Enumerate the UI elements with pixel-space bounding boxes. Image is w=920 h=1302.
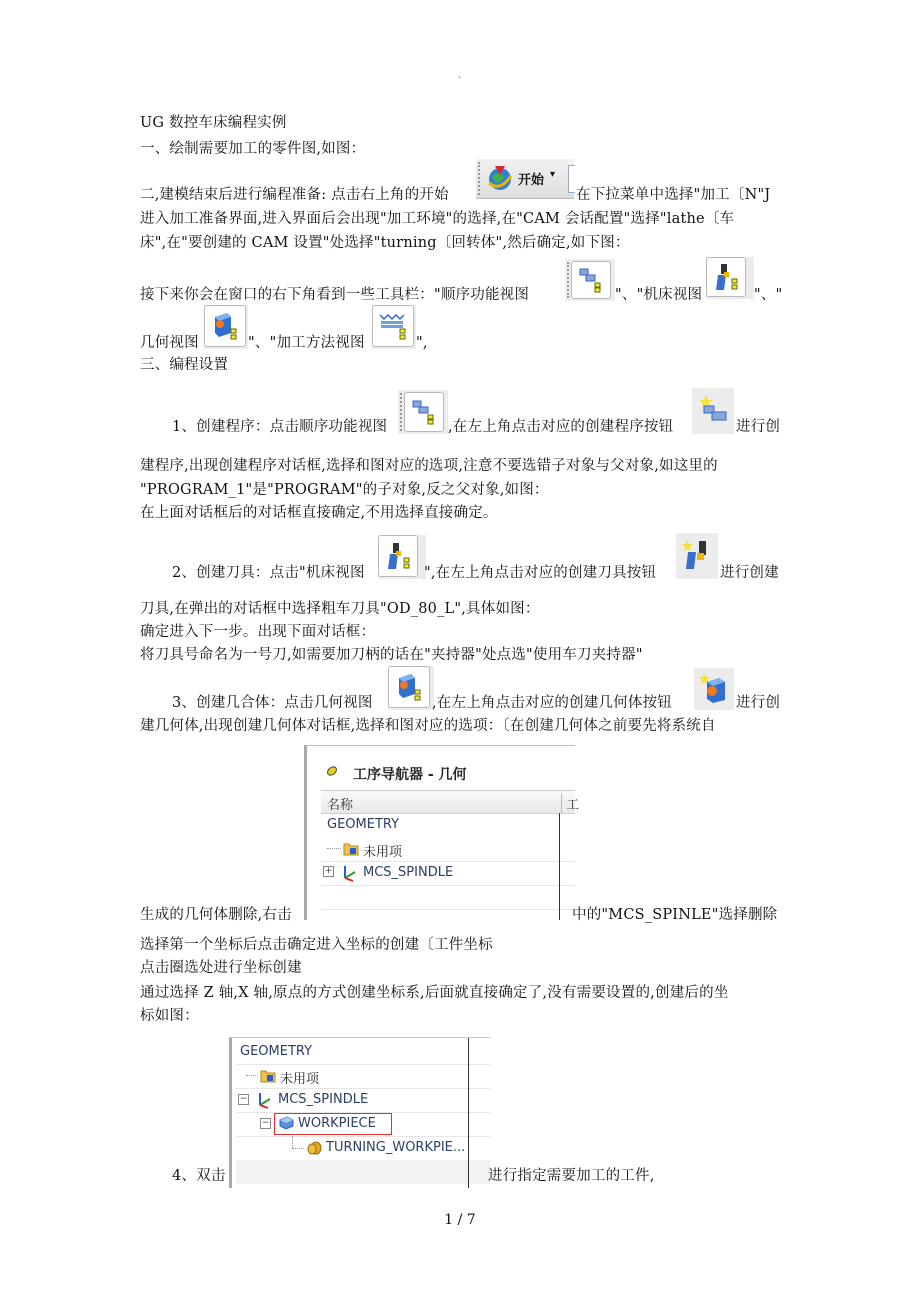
create-tool-icon xyxy=(682,539,712,571)
paragraph-text: 确定进入下一步。出现下面对话框： xyxy=(140,624,376,640)
paragraph-text: 二,建模结束后进行编程准备: 点击右上角的开始 xyxy=(140,187,449,203)
column-divider xyxy=(468,1038,469,1188)
tree-row-mcs-spindle[interactable] xyxy=(236,1088,490,1113)
collapse-icon[interactable]: − xyxy=(239,1094,248,1104)
paragraph-text: 通过选择 Z 轴,X 轴,原点的方式创建坐标系,后面就直接确定了,没有需要设置的,创建后的坐 xyxy=(140,985,729,1001)
coordinate-system-icon xyxy=(339,864,359,882)
paragraph-text: 进行创 xyxy=(736,419,781,435)
paragraph-text: 1、创建程序：点击顺序功能视图 xyxy=(172,419,388,435)
folder-icon xyxy=(343,842,359,856)
tree-connector xyxy=(292,1148,304,1149)
paragraph-text: 3、创建几合体：点击几何视图 xyxy=(172,695,373,711)
program-order-view-button[interactable] xyxy=(398,390,448,434)
create-geometry-icon xyxy=(699,672,729,704)
tree-row-label: MCS_SPINDLE xyxy=(278,1092,369,1107)
paragraph-text: ", xyxy=(416,335,428,351)
start-button-label: 开始 xyxy=(518,173,545,188)
paragraph-text: 4、双击 xyxy=(172,1168,226,1184)
geometry-view-icon xyxy=(211,311,241,341)
paragraph-text: ",在左上角点击对应的创建刀具按钮 xyxy=(424,565,657,581)
button-frame xyxy=(388,666,430,708)
document-title: UG 数控车床编程实例 xyxy=(140,115,287,131)
tree-row-geometry[interactable] xyxy=(321,813,575,838)
create-geometry-button[interactable] xyxy=(694,668,734,710)
paragraph-text: "、" xyxy=(754,287,783,303)
tree-row-mcs-spindle[interactable] xyxy=(321,861,575,886)
expand-icon[interactable]: + xyxy=(324,866,333,876)
program-order-view-icon xyxy=(411,398,439,426)
paragraph-text: 进行指定需要加工的工件, xyxy=(488,1168,655,1184)
chevron-down-icon: ▾ xyxy=(550,169,556,180)
paragraph-text: ,在左上角点击对应的创建几何体按钮 xyxy=(432,695,673,711)
tree-row-workpiece[interactable] xyxy=(236,1112,490,1137)
workpiece-icon xyxy=(278,1116,294,1130)
navigator-title: 工序导航器 - 几何 xyxy=(353,767,467,783)
paragraph-text: 建程序,出现创建程序对话框,选择和图对应的选项,注意不要选错子对象与父对象,如这里的 xyxy=(140,458,718,474)
column-2-header[interactable]: 工 xyxy=(561,794,579,813)
button-frame xyxy=(378,535,418,577)
create-program-button[interactable] xyxy=(692,388,734,434)
start-button[interactable] xyxy=(476,159,574,199)
paragraph-text: 2、创建刀具：点击"机床视图 xyxy=(172,565,365,581)
program-order-view-button[interactable] xyxy=(565,259,615,301)
machine-tool-view-icon xyxy=(384,542,414,572)
button-frame xyxy=(404,392,444,432)
geometry-view-icon xyxy=(395,672,425,702)
paragraph-text: 中的"MCS_SPINLE"选择删除 xyxy=(572,907,778,923)
tree-row-label: 未用项 xyxy=(363,845,403,860)
tree-row-unused[interactable] xyxy=(321,837,575,862)
tree-row-empty xyxy=(321,885,575,910)
paragraph-text: 将刀具号命名为一号刀,如需要加刀柄的话在"夹持器"处点选"使用车刀夹持器" xyxy=(140,647,643,663)
button-frame xyxy=(571,261,611,299)
paragraph-text: 刀具,在弹出的对话框中选择粗车刀具"OD_80_L",具体如图： xyxy=(140,601,540,617)
paragraph-text: "、"机床视图 xyxy=(615,287,703,303)
tree-row-geometry[interactable] xyxy=(236,1040,490,1065)
tree-row-empty xyxy=(236,1160,490,1184)
tree-connector xyxy=(327,848,341,849)
create-tool-button[interactable] xyxy=(676,533,718,579)
tree-row-unused[interactable] xyxy=(236,1064,490,1089)
tree-connector xyxy=(246,1075,258,1076)
tree-row-label: GEOMETRY xyxy=(327,817,400,832)
navigator-icon xyxy=(325,764,339,778)
toolbar-grip xyxy=(478,162,482,195)
geometry-tree-panel xyxy=(229,1037,490,1188)
paragraph-text: 在上面对话框后的对话框直接确定,不用选择直接确定。 xyxy=(140,505,498,521)
tree-row-label: TURNING_WORKPIE... xyxy=(326,1140,466,1155)
machine-tool-view-icon xyxy=(712,263,742,293)
paragraph-text: 进行创建 xyxy=(720,565,779,581)
paragraph-text: "PROGRAM_1"是"PROGRAM"的子对象,反之父对象,如图： xyxy=(140,482,549,498)
paragraph-text: 接下来你会在窗口的右下角看到一些工具栏："顺序功能视图 xyxy=(140,287,530,303)
coordinate-system-icon xyxy=(254,1091,274,1109)
tree-row-label: GEOMETRY xyxy=(240,1044,313,1059)
machine-tool-view-button[interactable] xyxy=(378,535,426,579)
machining-method-view-button[interactable] xyxy=(372,305,416,349)
paragraph-text: 几何视图 xyxy=(140,335,199,351)
create-program-icon xyxy=(698,394,728,424)
toolbar-edge xyxy=(568,165,575,193)
machine-tool-view-button[interactable] xyxy=(706,257,754,299)
paragraph-text: 进入加工准备界面,进入界面后会出现"加工环境"的选择,在"CAM 会话配置"选择"lathe〔车 xyxy=(140,211,735,227)
button-frame xyxy=(706,257,746,297)
column-divider xyxy=(559,813,560,920)
column-name-header[interactable]: 名称 xyxy=(327,798,354,813)
tree-row-label: 未用项 xyxy=(280,1072,320,1087)
ug-globe-icon xyxy=(486,164,514,192)
page-indicator: 1 / 7 xyxy=(444,1212,476,1228)
paragraph-text: "、"加工方法视图 xyxy=(248,335,365,351)
section-1-heading: 一、绘制需要加工的零件图,如图： xyxy=(140,141,366,157)
tree-row-turning-workpiece[interactable] xyxy=(236,1136,490,1161)
turning-workpiece-icon xyxy=(306,1140,322,1156)
paragraph-text: 生成的几何体删除,右击 xyxy=(140,907,292,923)
folder-icon xyxy=(260,1069,276,1083)
collapse-icon[interactable]: − xyxy=(261,1118,270,1128)
paragraph-text: 标如图： xyxy=(140,1008,199,1024)
paragraph-text: 床",在"要创建的 CAM 设置"处选择"turning〔回转体",然后确定,如下图： xyxy=(140,235,630,251)
tree-connector xyxy=(292,1136,293,1148)
paragraph-text: 在下拉菜单中选择"加工〔N"J xyxy=(576,187,771,203)
paragraph-text: 选择第一个坐标后点击确定进入坐标的创建〔工件坐标 xyxy=(140,937,493,953)
paragraph-text: 点击圈选处进行坐标创建 xyxy=(140,960,302,976)
tree-row-label: WORKPIECE xyxy=(298,1116,376,1131)
tree-row-label: MCS_SPINDLE xyxy=(363,865,454,880)
paragraph-text: 建几何体,出现创建几何体对话框,选择和图对应的选项：〔在创建几何体之前要先将系统自 xyxy=(140,718,716,734)
header-mark: . xyxy=(458,70,462,81)
button-frame xyxy=(204,305,246,347)
machining-method-view-icon xyxy=(378,311,410,341)
paragraph-text: 进行创 xyxy=(736,695,781,711)
geometry-view-button[interactable] xyxy=(388,666,434,710)
section-3-heading: 三、编程设置 xyxy=(140,357,229,373)
paragraph-text: ,在左上角点击对应的创建程序按钮 xyxy=(448,419,674,435)
geometry-view-button[interactable] xyxy=(204,305,248,349)
operation-navigator-geometry-panel xyxy=(304,745,580,920)
program-order-view-icon xyxy=(578,266,606,294)
navigator-header xyxy=(321,790,580,814)
button-frame xyxy=(372,305,414,347)
